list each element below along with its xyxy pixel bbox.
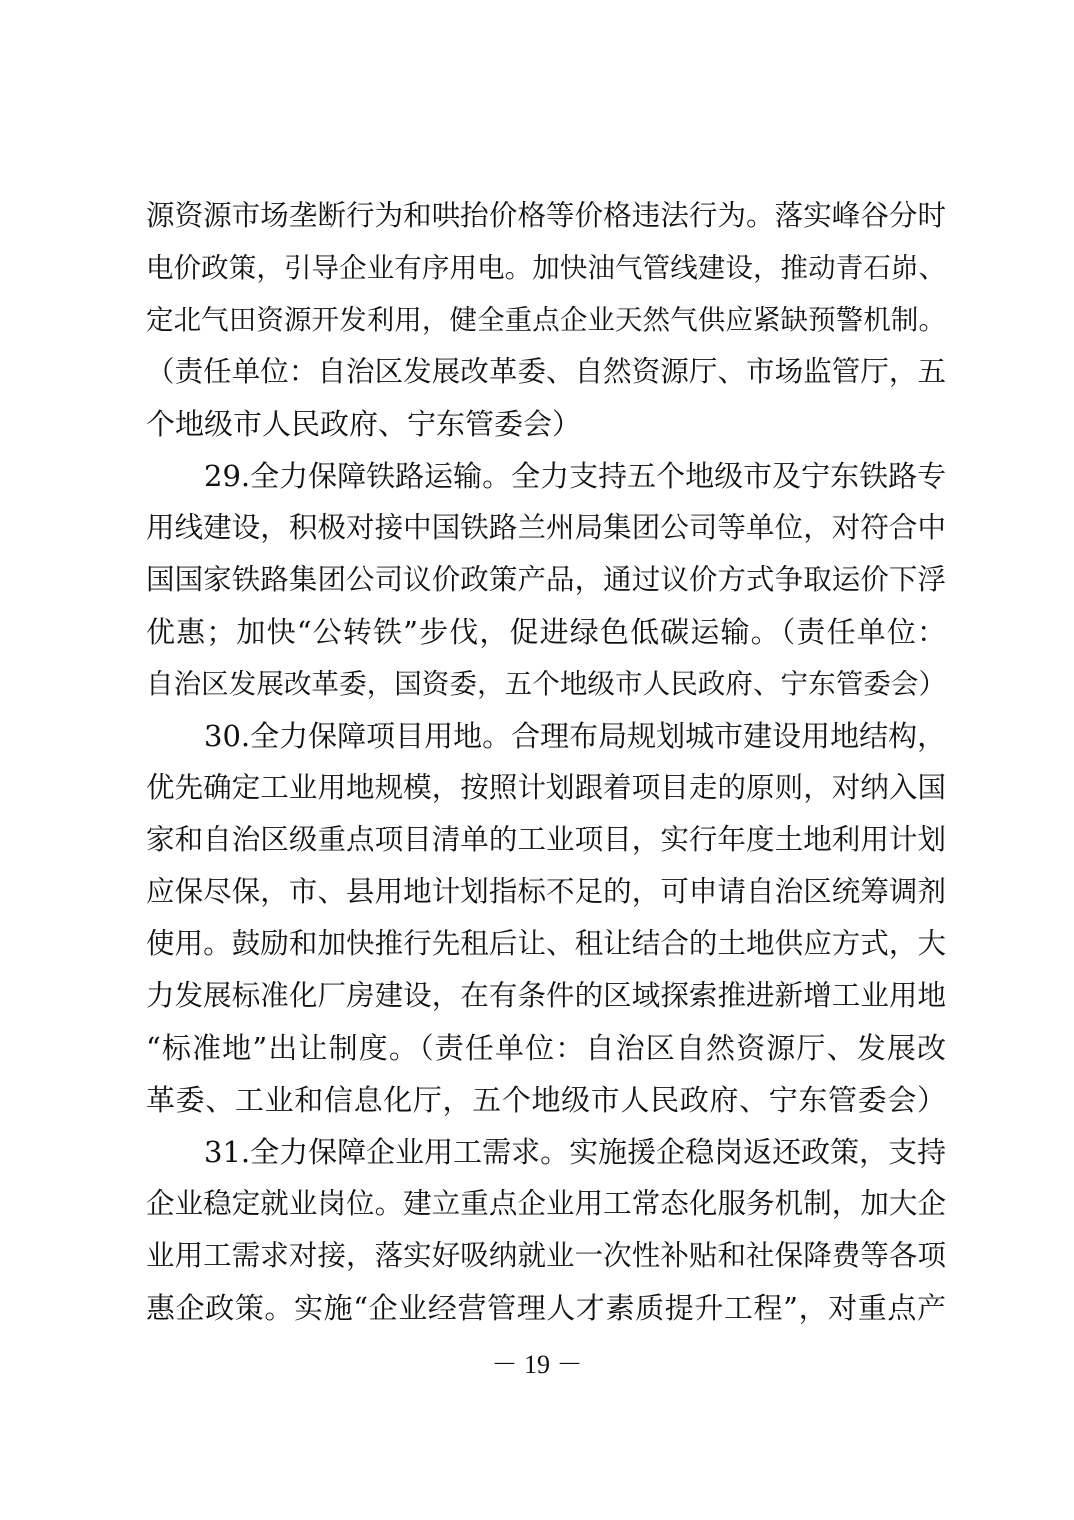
text-line: 29.全力保障铁路运输。全力支持五个地级市及宁东铁路专: [204, 459, 947, 493]
text-line: 自治区发展改革委，国资委，五个地级市人民政府、宁东管委会）: [146, 668, 946, 700]
text-line: “标准地”出让制度。（责任单位：自治区自然资源厅、发展改: [146, 1031, 946, 1065]
text-line: 革委、工业和信息化厅，五个地级市人民政府、宁东管委会）: [146, 1083, 946, 1117]
text-line: 惠企政策。实施“企业经营管理人才素质提升工程”，对重点产: [146, 1291, 946, 1325]
text-line: 企业稳定就业岗位。建立重点企业用工常态化服务机制，加大企: [146, 1187, 946, 1220]
text-line: 国国家铁路集团公司议价政策产品，通过议价方式争取运价下浮: [146, 563, 946, 596]
text-line: 力发展标准化厂房建设，在有条件的区域探索推进新增工业用地: [146, 979, 946, 1012]
text-line: （责任单位：自治区发展改革委、自然资源厅、市场监管厅，五: [146, 355, 946, 388]
text-line: 电价政策，引导企业有序用电。加快油气管线建设，推动青石峁、: [146, 252, 946, 284]
text-line: 定北气田资源开发利用，健全重点企业天然气供应紧缺预警机制。: [146, 304, 946, 336]
text-line: 31.全力保障企业用工需求。实施援企稳岗返还政策，支持: [204, 1135, 947, 1169]
text-line: 30.全力保障项目用地。合理布局规划城市建设用地结构，: [204, 719, 947, 753]
page-number: － 19 －: [491, 1350, 583, 1379]
text-line: 优先确定工业用地规模，按照计划跟着项目走的原则，对纳入国: [146, 771, 946, 804]
text-line: 业用工需求对接，落实好吸纳就业一次性补贴和社保降费等各项: [146, 1239, 946, 1272]
text-line: 源资源市场垄断行为和哄抬价格等价格违法行为。落实峰谷分时: [146, 199, 946, 232]
text-line: 应保尽保，市、县用地计划指标不足的，可申请自治区统筹调剂: [146, 875, 946, 908]
body-text: [146, 190, 946, 1334]
text-line: 用线建设，积极对接中国铁路兰州局集团公司等单位，对符合中: [146, 511, 946, 544]
text-line: 家和自治区级重点项目清单的工业项目，实行年度土地利用计划: [146, 823, 946, 856]
text-line: 使用。鼓励和加快推行先租后让、租让结合的土地供应方式，大: [146, 927, 946, 960]
text-line: 优惠；加快“公转铁”步伐，促进绿色低碳运输。（责任单位：: [146, 615, 946, 649]
text-line: 个地级市人民政府、宁东管委会）: [146, 407, 582, 441]
